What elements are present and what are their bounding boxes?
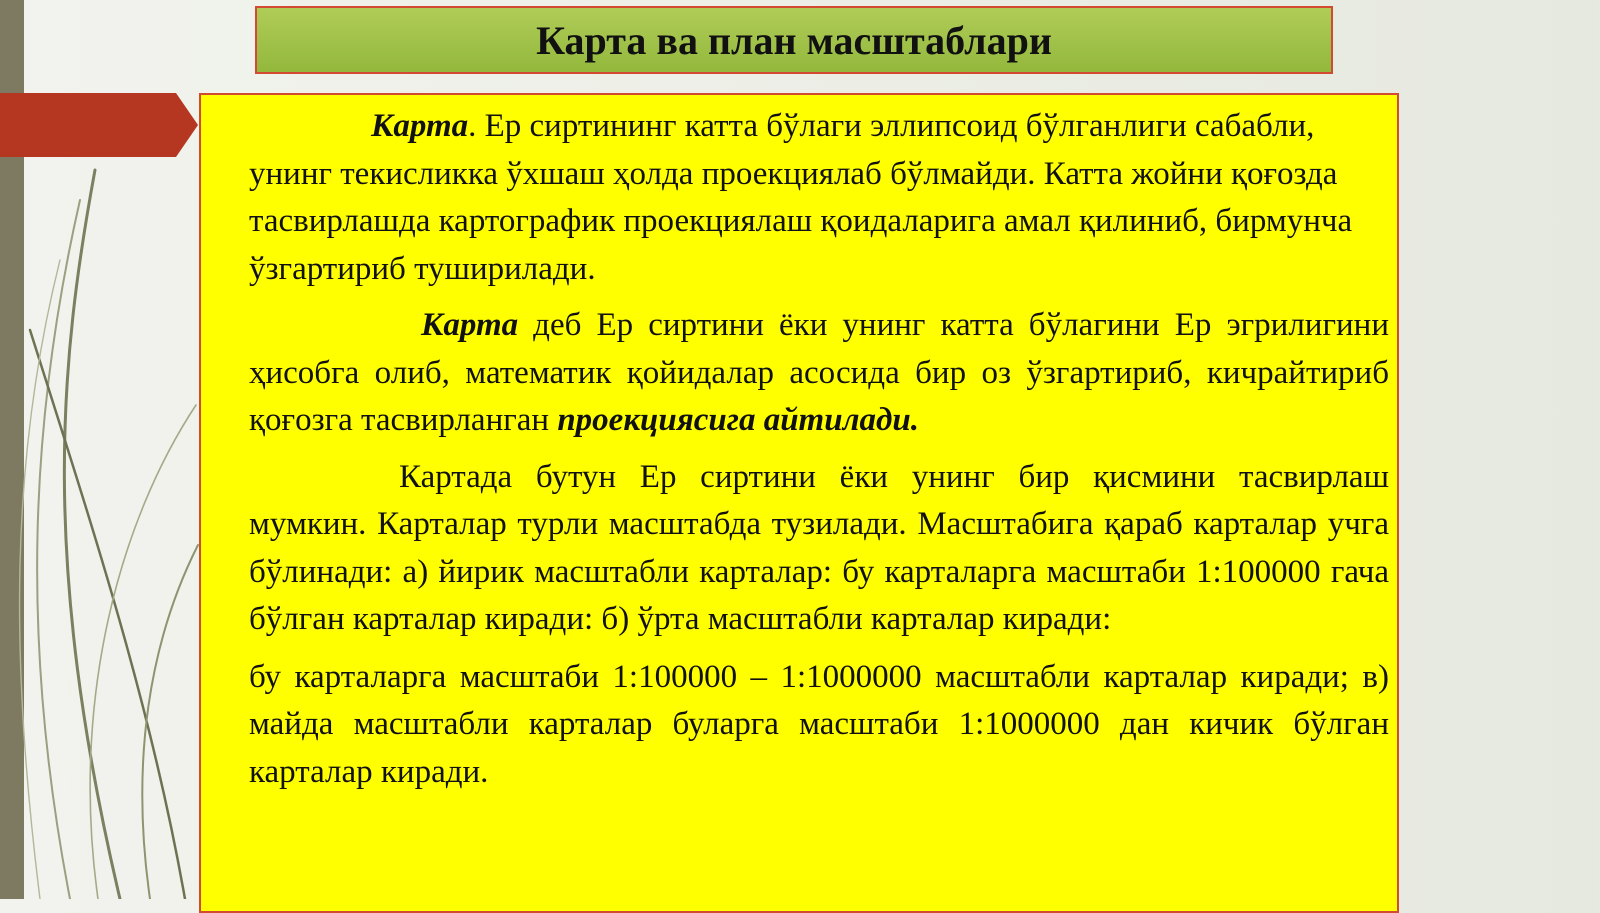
slide-title: Карта ва план масштаблари bbox=[536, 17, 1052, 63]
term-karta-1: Карта bbox=[371, 108, 469, 144]
paragraph-2: Карта деб Ер сиртини ёки унинг катта бўлагини Ер эгрилигини ҳисобга олиб, математик қойидалар асосида бир оз ўзгартириб, кичрайтириб қоғозга тасвирланган проекциясига айтилади. bbox=[249, 307, 1389, 438]
emphasis-projection: проекциясига айтилади. bbox=[557, 402, 919, 438]
paragraph-4: бу карталарга масштаби 1:100000 – 1:1000000 масштабли карталар киради; в) майда масштабли карталар буларга масштаби 1:1000000 дан кичик бўлган карталар киради. bbox=[249, 658, 1389, 790]
content-box bbox=[199, 93, 1399, 913]
content-text bbox=[249, 103, 1389, 796]
red-arrow-marker bbox=[0, 93, 200, 157]
term-karta-2: Карта bbox=[421, 307, 519, 343]
paragraph-3: Картада бутун Ер сиртини ёки унинг бир қисмини тасвирлаш мумкин. Карталар турли масштабда тузилади. Масштабига қараб карталар учга бўлинади: а) йирик масштабли карталар: бу карталарга масштаби 1:100000 гача бўлган карталар киради: б) ўрта масштабли карталар киради: bbox=[249, 458, 1389, 637]
slide-title-bar bbox=[255, 6, 1333, 74]
paragraph-1: Карта. Ер сиртининг катта бўлаги эллипсоид бўлганлиги сабабли, унинг текисликка ўхшаш ҳолда проекциялаб бўлмайди. Катта жойни қоғозда тасвирлашда картографик проекциялаш қоидаларига амал қилиниб, бирмунча ўзгартириб туширилади. bbox=[249, 108, 1353, 287]
